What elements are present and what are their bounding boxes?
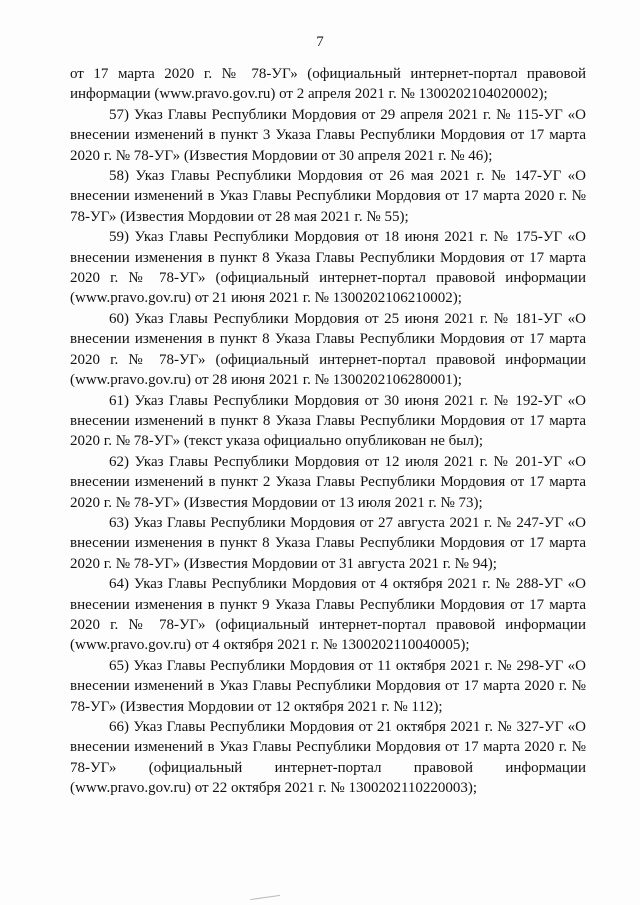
paragraph-item-57: 57) Указ Главы Республики Мордовия от 29 апреля 2021 г. № 115-УГ «О внесении изменений в пункт 3 Указа Главы Республики Мордовия от 17 марта 2020 г. № 78-УГ» (Известия Мордовии от 30 апреля 2021 г. № 46);	[70, 106, 586, 164]
paragraph-item-62: 62) Указ Главы Республики Мордовия от 12 июля 2021 г. № 201-УГ «О внесении изменений в пункт 2 Указа Главы Республики Мордовия от 17 марта 2020 г. № 78-УГ» (Известия Мордовии от 13 июля 2021 г. № 73);	[70, 453, 586, 511]
paragraph-item-64: 64) Указ Главы Республики Мордовия от 4 октября 2021 г. № 288-УГ «О внесении изменения в пункт 9 Указа Главы Республики Мордовия от 17 марта 2020 г. № 78-УГ» (официальный интернет-портал правовой информации (www.pravo.gov.ru) от 4 октября 2021 г. № 1300202110040005);	[70, 576, 586, 654]
paragraph-item-60: 60) Указ Главы Республики Мордовия от 25 июня 2021 г. № 181-УГ «О внесении изменения в пункт 8 Указа Главы Республики Мордовия от 17 марта 2020 г. № 78-УГ» (официальный интернет-портал правовой информации (www.pravo.gov.ru) от 28 июня 2021 г. № 1300202106280001);	[70, 310, 586, 389]
paragraph-item-59: 59) Указ Главы Республики Мордовия от 18 июня 2021 г. № 175-УГ «О внесении изменения в пункт 8 Указа Главы Республики Мордовия от 17 марта 2020 г. № 78-УГ» (официальный интернет-портал правовой информации (www.pravo.gov.ru) от 21 июня 2021 г. № 1300202106210002);	[70, 229, 586, 307]
paragraph-item-65: 65) Указ Главы Республики Мордовия от 11 октября 2021 г. № 298-УГ «О внесении изменений в Указ Главы Республики Мордовия от 17 марта 2020 г. № 78-УГ» (Известия Мордовии от 12 октября 2021 г. № 112);	[70, 657, 586, 715]
document-body	[70, 64, 586, 799]
paragraph-item-58: 58) Указ Главы Республики Мордовия от 26 мая 2021 г. № 147-УГ «О внесении изменений в Указ Главы Республики Мордовия от 17 марта 2020 г. № 78-УГ» (Известия Мордовии от 28 мая 2021 г. № 55);	[70, 168, 586, 225]
paragraph-item-61: 61) Указ Главы Республики Мордовия от 30 июня 2021 г. № 192-УГ «О внесении изменений в пункт 8 Указа Главы Республики Мордовия от 17 марта 2020 г. № 78-УГ» (текст указа официально опубликован не был);	[70, 392, 586, 450]
paragraph-item-63: 63) Указ Главы Республики Мордовия от 27 августа 2021 г. № 247-УГ «О внесении изменения в пункт 8 Указа Главы Республики Мордовия от 17 марта 2020 г. № 78-УГ» (Известия Мордовии от 31 августа 2021 г. № 94);	[70, 514, 586, 572]
scan-artifact-mark	[250, 891, 280, 900]
paragraph-continuation: от 17 марта 2020 г. № 78-УГ» (официальный интернет-портал правовой информации (www.pravo.gov.ru) от 2 апреля 2021 г. № 1300202104020002);	[70, 66, 586, 103]
paragraph-item-66: 66) Указ Главы Республики Мордовия от 21 октября 2021 г. № 327-УГ «О внесении изменений в Указ Главы Республики Мордовия от 17 марта 2020 г. № 78-УГ» (официальный интернет-портал правовой информации (www.pravo.gov.ru) от 22 октября 2021 г. № 1300202110220003);	[70, 719, 586, 797]
page-number: 7	[316, 34, 324, 50]
